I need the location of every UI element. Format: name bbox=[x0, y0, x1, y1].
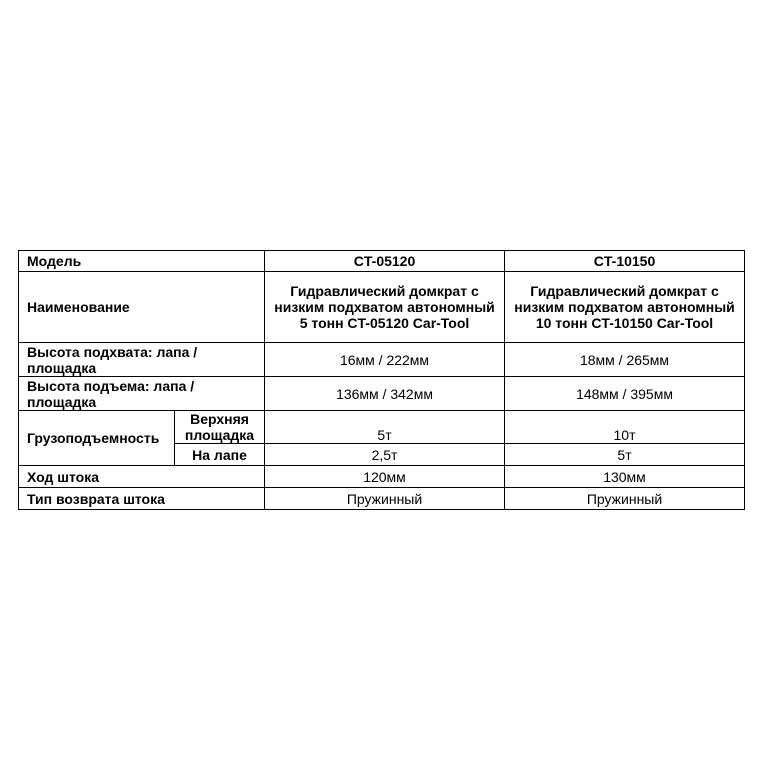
spec-table bbox=[18, 250, 745, 510]
capacity-paw-ct-05120: 2,5т bbox=[265, 444, 505, 466]
stroke-ct-05120: 120мм bbox=[265, 466, 505, 488]
table-row-stroke bbox=[19, 466, 745, 488]
row-label-stroke: Ход штока bbox=[19, 466, 265, 488]
name-ct-05120: Гидравлический домкрат с низким подхватом автономный 5 тонн CT-05120 Car-Tool bbox=[265, 272, 505, 343]
capacity-top-ct-10150: 10т bbox=[505, 411, 745, 444]
row-label-name: Наименование bbox=[19, 272, 265, 343]
row-label-pickup-height: Высота подхвата: лапа / площадка bbox=[19, 343, 265, 377]
name-ct-10150: Гидравлический домкрат с низким подхватом автономный 10 тонн CT-10150 Car-Tool bbox=[505, 272, 745, 343]
row-label-return-type: Тип возврата штока bbox=[19, 488, 265, 510]
sub-label-paw: На лапе bbox=[175, 444, 265, 466]
table-row-lift-height bbox=[19, 377, 745, 411]
table-row-return-type bbox=[19, 488, 745, 510]
table-row-model bbox=[19, 251, 745, 272]
row-label-lift-height: Высота подъема: лапа / площадка bbox=[19, 377, 265, 411]
capacity-top-ct-05120: 5т bbox=[265, 411, 505, 444]
stroke-ct-10150: 130мм bbox=[505, 466, 745, 488]
sub-label-top-platform: Верхняя площадка bbox=[175, 411, 265, 444]
return-type-ct-05120: Пружинный bbox=[265, 488, 505, 510]
table-row-pickup-height bbox=[19, 343, 745, 377]
lift-height-ct-05120: 136мм / 342мм bbox=[265, 377, 505, 411]
pickup-height-ct-10150: 18мм / 265мм bbox=[505, 343, 745, 377]
table-row-capacity-top bbox=[19, 411, 745, 444]
table-row-name bbox=[19, 272, 745, 343]
capacity-paw-ct-10150: 5т bbox=[505, 444, 745, 466]
return-type-ct-10150: Пружинный bbox=[505, 488, 745, 510]
row-label-model: Модель bbox=[19, 251, 265, 272]
row-label-capacity: Грузоподъемность bbox=[19, 411, 175, 466]
pickup-height-ct-05120: 16мм / 222мм bbox=[265, 343, 505, 377]
lift-height-ct-10150: 148мм / 395мм bbox=[505, 377, 745, 411]
model-ct-05120: CT-05120 bbox=[265, 251, 505, 272]
model-ct-10150: CT-10150 bbox=[505, 251, 745, 272]
